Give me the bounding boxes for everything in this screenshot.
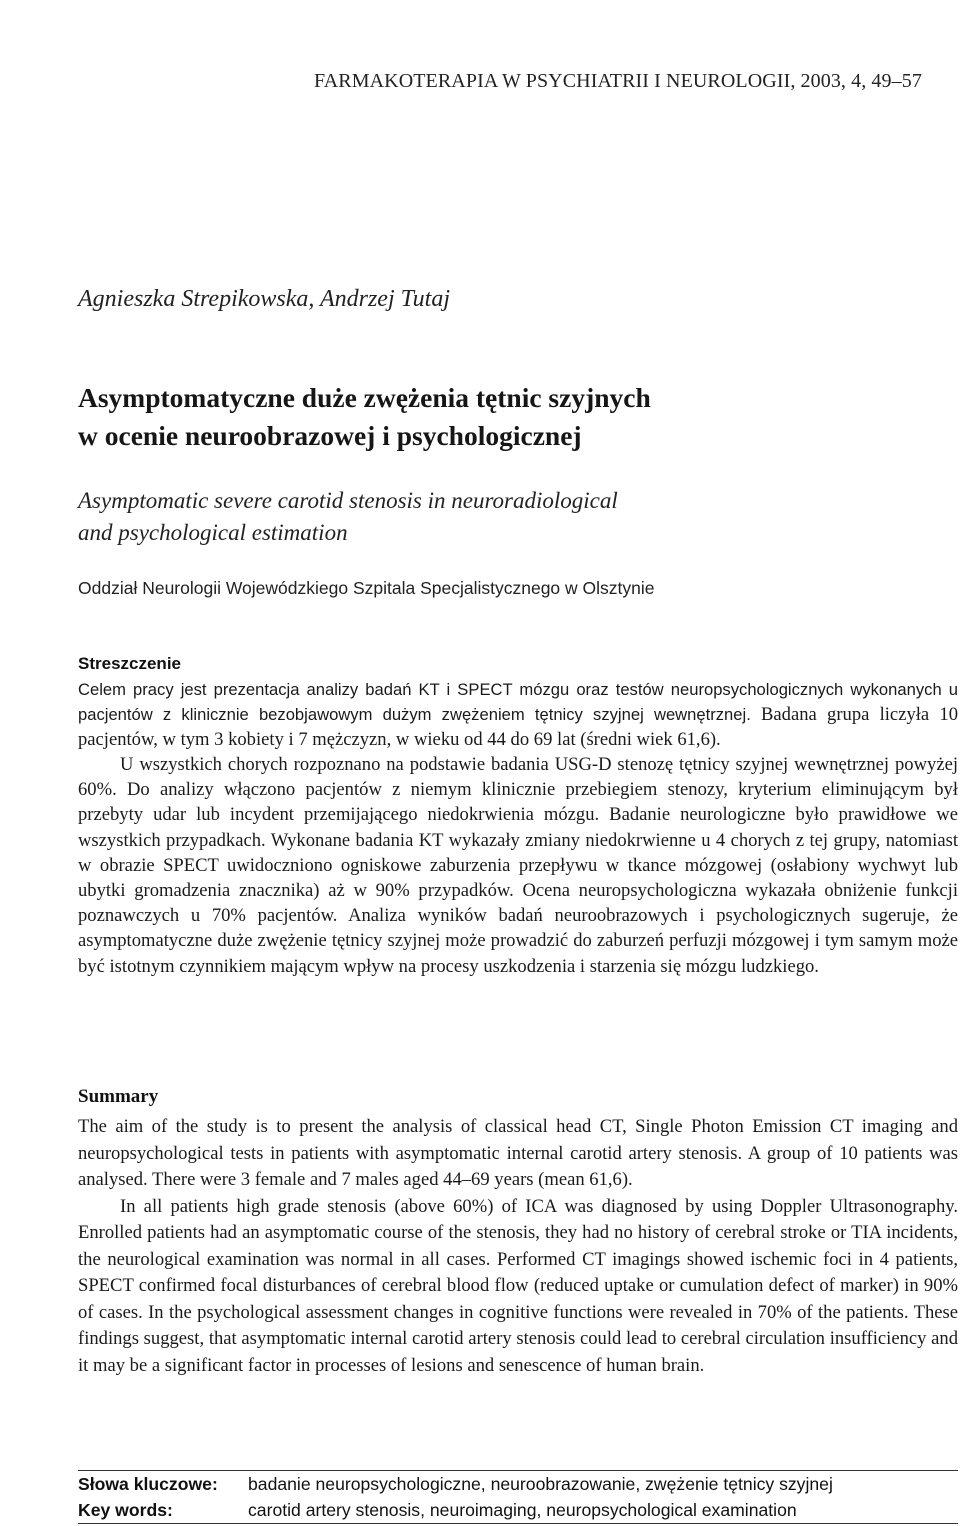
keywords-english-value: carotid artery stenosis, neuroimaging, neuropsychological examination <box>248 1500 797 1520</box>
journal-header: FARMAKOTERAPIA W PSYCHIATRII I NEUROLOGII, 2003, 4, 49–57 <box>314 70 922 92</box>
title-polish-line-1: Asymptomatyczne duże zwężenia tętnic szyjnych <box>78 382 651 413</box>
affiliation: Oddział Neurologii Wojewódzkiego Szpitala Specjalistycznego w Olsztynie <box>78 578 655 598</box>
keywords-polish-value: badanie neuropsychologiczne, neuroobrazowanie, zwężenie tętnicy szyjnej <box>248 1474 833 1494</box>
title-english-line-2: and psychological estimation <box>78 520 348 545</box>
abstract-polish-heading: Streszczenie <box>78 654 181 673</box>
keywords-block <box>78 1471 958 1523</box>
summary-heading: Summary <box>78 1086 159 1107</box>
title-polish <box>78 379 938 455</box>
keywords-polish-row <box>78 1471 958 1497</box>
title-polish-line-2: w ocenie neuroobrazowej i psychologicznej <box>78 420 582 451</box>
abstract-polish-lead-text: Celem pracy jest prezentacja analizy badań KT i SPECT mózgu oraz testów neuropsychologicznych wykonanych u pacjentów z klinicznie bezobjawowym dużym zwężeniem tętnicy szyjnej wewnętrznej. <box>78 680 958 724</box>
keywords-english-row <box>78 1497 958 1523</box>
keywords-bottom-rule <box>78 1523 958 1524</box>
summary-paragraph-1: The aim of the study is to present the analysis of classical head CT, Single Photon Emission CT imaging and neuropsychological tests in patients with asymptomatic internal carotid artery stenosis. A group of 10 patients was analysed. There were 3 female and 7 males aged 44–69 years (mean 61,6). <box>78 1116 958 1190</box>
summary-paragraph-2: In all patients high grade stenosis (above 60%) of ICA was diagnosed by using Doppler Ultrasonography. Enrolled patients had an asymptomatic course of the stenosis, they had no history of cerebral stroke or TIA incidents, the neurological examination was normal in all cases. Performed CT imagings showed ischemic foci in 4 patients, SPECT confirmed focal disturbances of cerebral blood flow (reduced uptake or cumulation defect of marker) in 90% of cases. In the psychological assessment changes in cognitive functions were revealed in 70% of the patients. These findings suggest, that asymptomatic internal carotid artery stenosis could lead to cerebral circulation insufficiency and it may be a significant factor in processes of lesions and senescence of human brain. <box>78 1195 958 1376</box>
abstract-polish-paragraph-2: U wszystkich chorych rozpoznano na podstawie badania USG-D stenozę tętnicy szyjnej wewnętrznej powyżej 60%. Do analizy włączono pacjentów z niemym klinicznie przebiegiem stenozy, kryterium eliminującym był przebyty udar lub incydent przemijającego niedokrwienia mózgu. Badanie neurologiczne było prawidłowe we wszystkich przypadkach. Wykonane badania KT wykazały zmiany niedokrwienne u 4 chorych z tej grupy, natomiast w obrazie SPECT uwidoczniono ogniskowe zaburzenia przepływu w tkance mózgowej (osłabiony wychwyt lub ubytki gromadzenia znacznika) aż w 90% przypadków. Ocena neuropsychologiczna wykazała obniżenie funkcji poznawczych u 70% pacjentów. Analiza wyników badań neuroobrazowych i psychologicznych sugeruje, że asymptomatyczne duże zwężenie tętnicy szyjnej może prowadzić do zaburzeń perfuzji mózgowej i tym samym może być istotnym czynnikiem mającym wpływ na procesy uszkodzenia i starzenia się mózgu ludzkiego. <box>78 753 958 977</box>
summary-english <box>78 1086 958 1379</box>
abstract-polish <box>78 654 958 979</box>
keywords-polish-label: Słowa kluczowe: <box>78 1474 218 1494</box>
keywords-english-label: Key words: <box>78 1500 173 1520</box>
authors: Agnieszka Strepikowska, Andrzej Tutaj <box>78 286 450 312</box>
title-english-line-1: Asymptomatic severe carotid stenosis in neuroradiological <box>78 488 618 513</box>
abstract-polish-lead-continuation: Badana grupa liczyła 10 pacjentów, w tym 3 kobiety i 7 mężczyzn, w wieku od 44 do 69 lat (średni wiek 61,6). <box>78 703 958 750</box>
abstract-polish-lead <box>78 678 958 752</box>
title-english <box>78 485 938 549</box>
